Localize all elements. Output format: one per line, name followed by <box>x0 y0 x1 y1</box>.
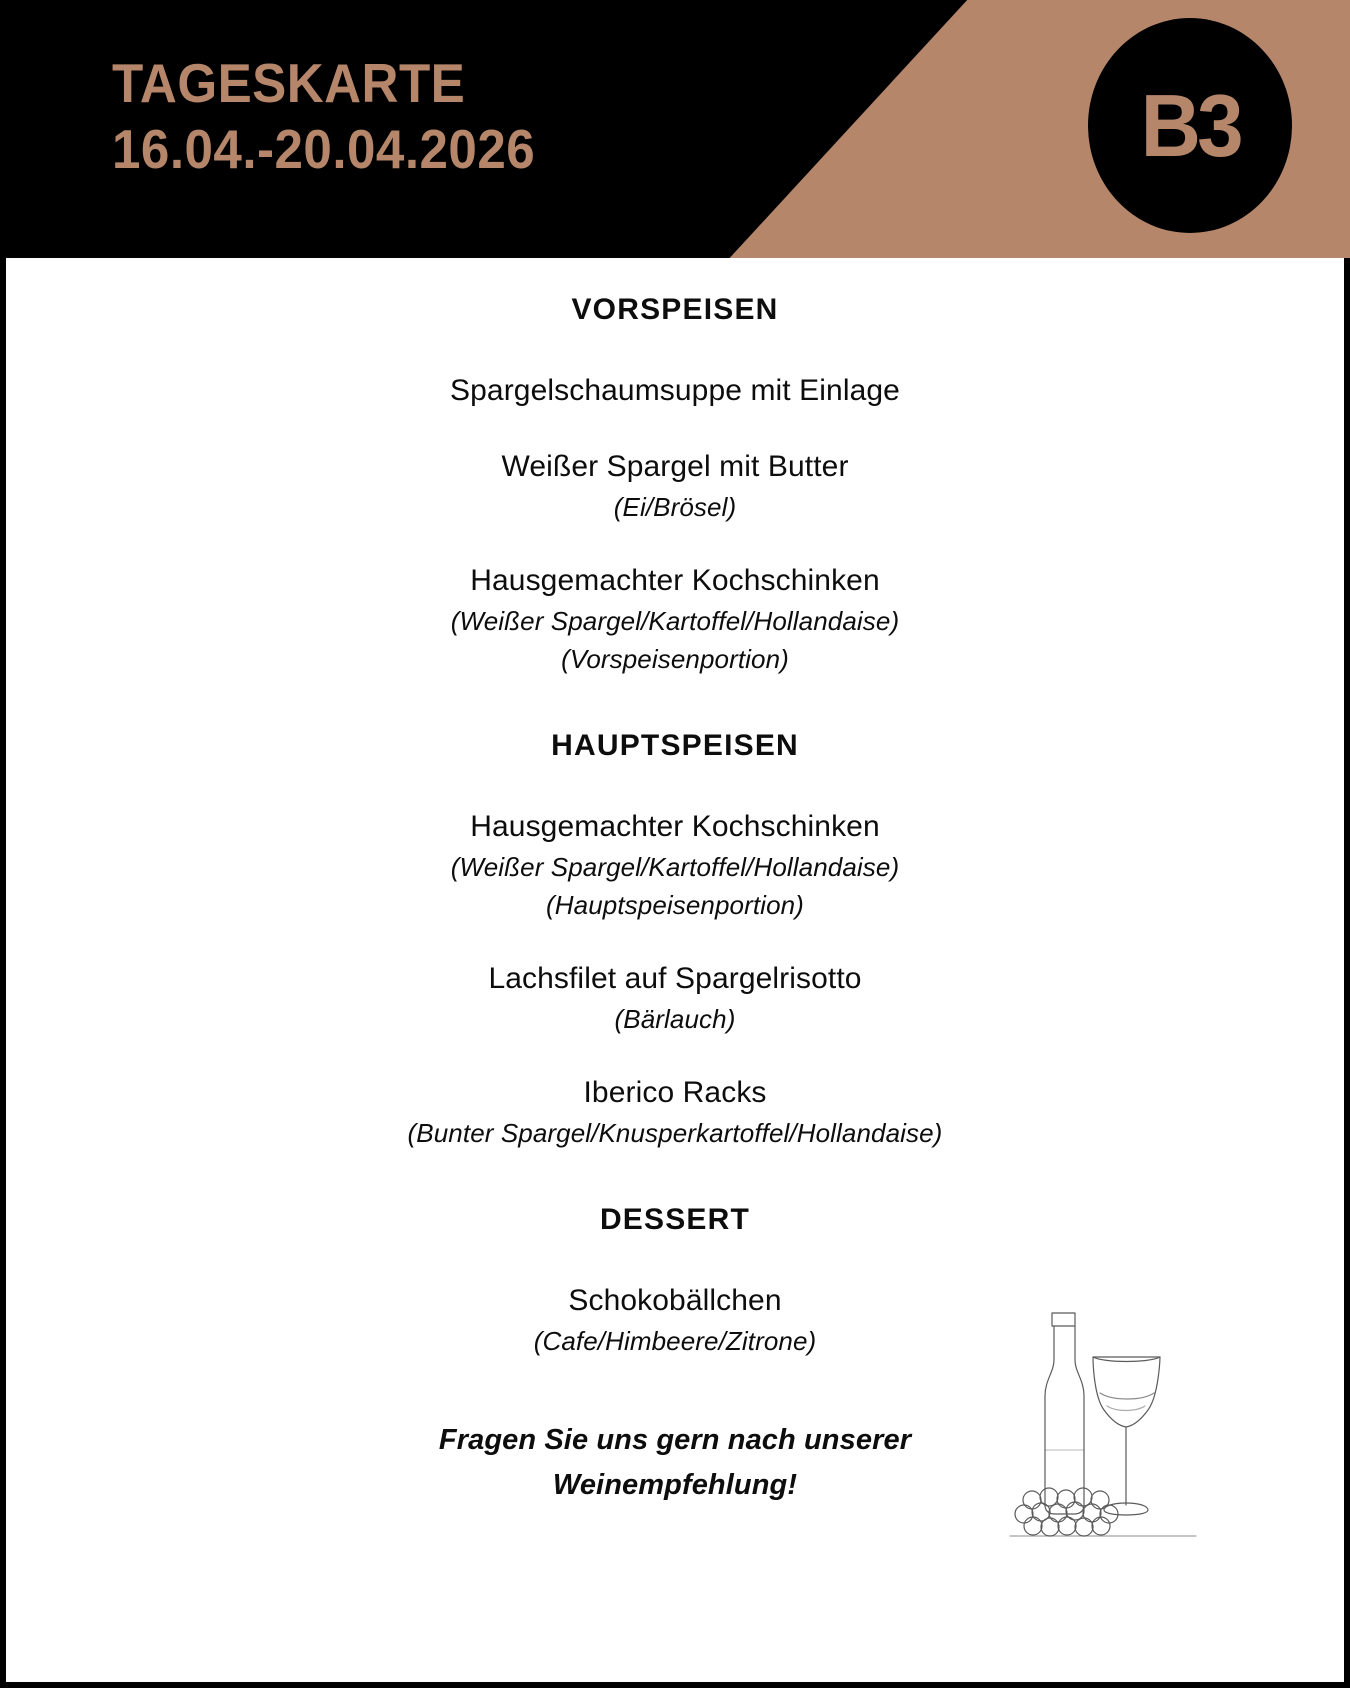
section-heading-hauptspeisen: HAUPTSPEISEN <box>551 729 799 762</box>
section-heading-vorspeisen: VORSPEISEN <box>571 293 779 326</box>
wine-illustration-svg <box>1008 1300 1198 1540</box>
spacer <box>6 766 1344 806</box>
header-title-block <box>112 50 567 182</box>
menu-item-description: (Weißer Spargel/Kartoffel/Hollandaise) <box>450 852 900 882</box>
menu-item-portion-note: (Vorspeisenportion) <box>561 644 789 674</box>
menu-item <box>6 446 1344 526</box>
b3-logo-text: B3 <box>1140 75 1240 175</box>
bottle-outline <box>1045 1326 1084 1514</box>
menu-item-name: Hausgemachter Kochschinken <box>470 810 880 843</box>
menu-item-description: (Cafe/Himbeere/Zitrone) <box>533 1326 817 1356</box>
wine-recommendation-note-line2: Weinempfehlung! <box>552 1469 798 1501</box>
spacer <box>6 924 1344 958</box>
spacer <box>6 678 1344 726</box>
b3-logo <box>1088 18 1292 233</box>
wine-recommendation-note-line1: Fragen Sie uns gern nach unserer <box>438 1424 912 1456</box>
menu-item <box>6 370 1344 412</box>
bottle-cap <box>1052 1313 1075 1326</box>
menu-item <box>6 1072 1344 1152</box>
menu-item-name: Weißer Spargel mit Butter <box>501 450 849 483</box>
grape-cluster <box>1015 1488 1118 1536</box>
page-header <box>0 0 1350 258</box>
menu-item <box>6 806 1344 924</box>
spacer <box>6 1152 1344 1200</box>
menu-item-description: (Ei/Brösel) <box>613 492 737 522</box>
page-title: TAGESKARTE <box>112 52 466 114</box>
wine-surface <box>1100 1393 1154 1399</box>
menu-date-range: 16.04.-20.04.2026 <box>112 118 536 180</box>
menu-item-portion-note: (Hauptspeisenportion) <box>546 890 804 920</box>
menu-item-name: Hausgemachter Kochschinken <box>470 564 880 597</box>
spacer <box>6 526 1344 560</box>
spacer <box>6 412 1344 446</box>
menu-item-name: Iberico Racks <box>583 1076 767 1109</box>
spacer <box>6 1240 1344 1280</box>
menu-item <box>6 958 1344 1038</box>
glass-bowl <box>1093 1357 1160 1427</box>
spacer <box>6 1038 1344 1072</box>
menu-item-name: Lachsfilet auf Spargelrisotto <box>488 962 862 995</box>
section-heading-dessert: DESSERT <box>599 1203 751 1236</box>
glass-rim <box>1093 1357 1160 1362</box>
menu-item-description: (Weißer Spargel/Kartoffel/Hollandaise) <box>450 606 900 636</box>
wine-surface-secondary <box>1107 1406 1145 1411</box>
menu-item-description: (Bunter Spargel/Knusperkartoffel/Hollandaise) <box>407 1118 943 1148</box>
menu-item-description: (Bärlauch) <box>614 1004 736 1034</box>
spacer <box>6 330 1344 370</box>
menu-item-name: Schokobällchen <box>568 1284 782 1317</box>
menu-item <box>6 560 1344 678</box>
wine-bottle-glass-grapes-icon <box>1008 1300 1198 1540</box>
menu-item-name: Spargelschaumsuppe mit Einlage <box>450 374 900 407</box>
